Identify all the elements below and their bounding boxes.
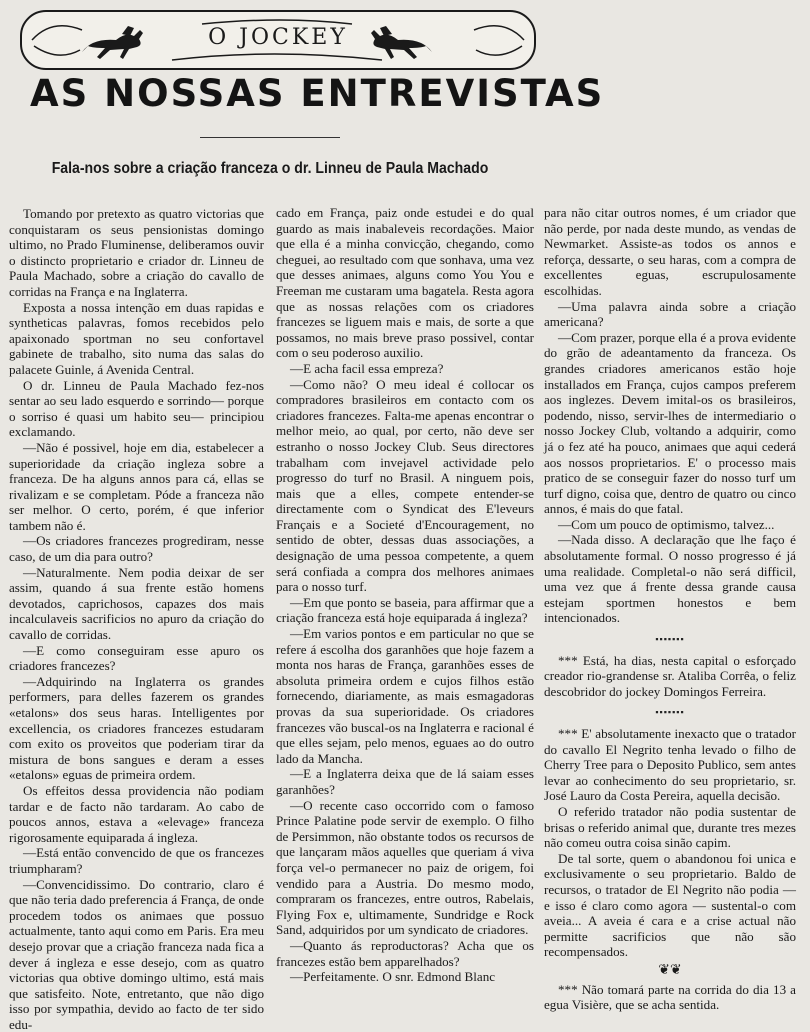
paragraph: —E a Inglaterra deixa que de lá saiam esses garanhões? xyxy=(276,766,534,797)
paragraph: O referido tratador não podia sustentar de brisas o referido animal que, durante tres mezes não comeu outra coisa sinão capim. xyxy=(544,803,796,851)
article-subheading: Fala-nos sobre a criação franceza o dr. Linneu de Paula Machado xyxy=(51,160,489,177)
paragraph: —Adquirindo na Inglaterra os grandes performers, para delles fazerem os grandes «etalons» dos seus haras. Intelligentes por excellencia, os criadores francezes estudaram com exito os proveitos que poderiam tirar da mistura de bons sangues e deram a esses «etalons» eguas de primeira ordem. xyxy=(9,673,264,783)
paragraph: —E acha facil essa empreza? xyxy=(290,360,444,376)
paragraph: cado em França, paiz onde estudei e do qual guardo as mais inabaleveis recordações. Maior que ella é a minha convicção, chegando, como cheguei, ao resultado com que sonhava, uma vez que desses animaes, alguns como You You e Freeman me custaram uma bagatela. Resta agora que as nossas relações com os criadores francezes se liguem mais e mais, de sorte a que possamos, no mais breve praso possivel, contar com o seu poderoso auxilio. xyxy=(276,205,534,361)
headline-divider xyxy=(200,137,340,138)
paragraph: —Como não? O meu ideal é collocar os compradores brasileiros em contacto com os criadores francezes. Falta-me apenas encontrar o melhor meio, ao qual, por certo, não deve ser estranho o nosso Jockey Club. Seus directores trabalham com invejavel actividade pelo progresso do turf no Brasil. A ninguem pois, mais que a elles, compete entender-se directamente com o Syndicat des E'leveurs Français e a Societé d'Encouragement, no sentido de obter, dessas duas associações, a designação de uma pessoa competente, a quem será confiada a compra dos melhores animaes para o nosso turf. xyxy=(276,376,534,595)
article-column-2 xyxy=(276,205,534,985)
news-brief: *** E' absolutamente inexacto que o tratador do cavallo El Negrito tenha levado o filho de Cherry Tree para o Deposito Publico, sem antes levar ao conhecimento do seu proprietario, sr. José Lauro da Costa Pereira, aquella decisão. xyxy=(544,726,796,804)
page-headline: AS NOSSAS ENTREVISTAS xyxy=(30,72,605,115)
paragraph: —Convencidissimo. Do contrario, claro é que não teria dado preferencia á França, de onde procedem todos os animaes que possuo actualmente, tanto aqui como em Paris. Era meu desejo provar que a criação franceza nada fica a dever á ingleza e esse desejo, com as quatro victorias qua obtive domingo ultimo, está mais que satisfeito. Note, entretanto, que não digo isso por sympathia, devido ao facto de ter sido edu- xyxy=(9,876,264,1032)
paragraph: De tal sorte, quem o abandonou foi unica e exclusivamente o seu proprietario. Baldo de recursos, o tratador de El Negrito não podia — e isso é claro como agora — sustental-o com aveia... A aveia é cara e a crise actual não permitte sacrificios que não são recompensados. xyxy=(544,850,796,960)
paragraph: —E como conseguiram esse apuro os criadores francezes? xyxy=(9,642,264,674)
section-ornament: ▪▪▪▪▪▪▪ xyxy=(655,634,685,645)
paragraph: —Perfeitamente. O snr. Edmond Blanc xyxy=(290,969,496,985)
paragraph: Tomando por pretexto as quatro victorias que conquistaram os seus pensionistas domingo ultimo, no Prado Fluminense, deliberamos ouvir o distincto proprietario e criador dr. Linneu de Paula Machado, sobre a criação do cavallo de corridas na França e na Inglaterra. xyxy=(9,206,264,299)
article-column-1 xyxy=(9,206,264,1032)
paragraph: O dr. Linneu de Paula Machado fez-nos sentar ao seu lado esquerdo e sorrindo— porque o sorriso é quasi um habito seu— principiou exclamando. xyxy=(9,377,264,440)
paragraph: Os effeitos dessa providencia não podiam tardar e de facto não tardaram. Ao cabo de poucos annos, estava a «elevage» franceza rigorosamente equiparada á ingleza. xyxy=(9,782,264,845)
news-brief: *** Não tomará parte na corrida do dia 13 a egua Visière, que se acha sentida. xyxy=(544,981,796,1013)
paragraph: —Com prazer, porque ella é a prova evidente do grão de adeantamento da franceza. Os grandes criadores americanos estão hoje installados em França, cujos campos preferem aos inglezes. Devem imital-os os brasileiros, podendo, nisso, servir-lhes de intermediario o nosso Jockey Club, voltando a adquirir, como já o fez até ha pouco, animaes que aqui cederá aos nossos proprietarios. E' o processo mais pratico de se conseguir fazer do nosso turf um turf digno, coisa que, dentro de quatro ou cinco annos, é mais do que fatal. xyxy=(544,329,796,517)
paragraph: —Quanto ás reproductoras? Acha que os francezes estão bem apparelhados? xyxy=(276,937,534,969)
paragraph: —Em varios pontos e em particular no que se refere á escolha dos garanhões que hoje fazem a monta nos haras de França, garanhões esses de absoluta primeira ordem e cujos filhos estão fornecendo, diariamente, as mais esmagadoras provas da sua superioridade. Os criadores francezes vão buscal-os na Inglaterra e racional é que elles sejam, pelo menos, eguaes ao do outro lado da Mancha. xyxy=(276,626,534,766)
paragraph: —O recente caso occorrido com o famoso Prince Palatine pode servir de exemplo. O filho de Persimmon, não obstante todos os recursos de que lançaram mãos aquelles que queriam á viva força vel-o permanecer no paiz de origem, foi vendido para a Austria. Do mesmo modo, compraram os francezes, entre outros, Rabelais, Flying Fox e, ultimamente, Sundridge e Rock Sand, adquiridos por um syndicato de criadores. xyxy=(276,797,534,938)
news-brief: *** Está, ha dias, nesta capital o esforçado creador rio-grandense sr. Ataliba Corrêa, o feliz descobridor do jockey Domingos Ferreira. xyxy=(544,652,796,699)
paragraph: —Naturalmente. Nem podia deixar de ser assim, quando á sua frente estão homens devotados, caprichosos, capazes dos mais incalculaveis sacrificios no apuro da criação do cavallo de corridas. xyxy=(9,564,264,643)
paragraph: —Está então convencido de que os francezes triumpharam? xyxy=(9,845,264,876)
masthead-banner xyxy=(20,10,536,70)
paragraph: —Os criadores francezes progrediram, nesse caso, de um dia para outro? xyxy=(9,533,264,565)
paragraph: para não citar outros nomes, é um criador que não perde, por nada deste mundo, as vendas de Newmarket. Assiste-as todos os annos e reforça, dessarte, o seu haras, com a compra de excellentes eguas, escrupulosamente escolhidas. xyxy=(544,205,796,298)
paragraph: Exposta a nossa intenção em duas rapidas e syntheticas palavras, fomos recebidos pelo apaixonado sportman no seu confortavel gabinete de trabalho, sito numa das salas do palacete Guinle, á Avenida Central. xyxy=(9,299,264,377)
masthead-title: O JOCKEY xyxy=(208,25,348,50)
paragraph: —Não é possivel, hoje em dia, estabelecer a superioridade da criação ingleza sobre a franceza. De ha alguns annos para cá, ellas se rivalizam e se completam. Póde a franceza não ser melhor. O certo, porém, é que inferior tambem não é. xyxy=(9,439,264,533)
paragraph: —Nada disso. A declaração que lhe faço é absolutamente formal. O nosso progresso é já uma realidade. Completal-o não será difficil, uma vez que á frente dessa grande causa estejam sportmen honestos e bem intencionados. xyxy=(544,532,796,626)
section-ornament: ▪▪▪▪▪▪▪ xyxy=(655,707,685,718)
leaf-ornament-icon: ❦❦ xyxy=(658,962,682,978)
paragraph: —Uma palavra ainda sobre a criação americana? xyxy=(544,298,796,330)
paragraph: —Com um pouco de optimismo, talvez... xyxy=(558,516,775,532)
paragraph: —Em que ponto se baseia, para affirmar que a criação franceza está hoje equiparada á ingleza? xyxy=(276,594,534,626)
article-column-3 xyxy=(544,205,796,1013)
